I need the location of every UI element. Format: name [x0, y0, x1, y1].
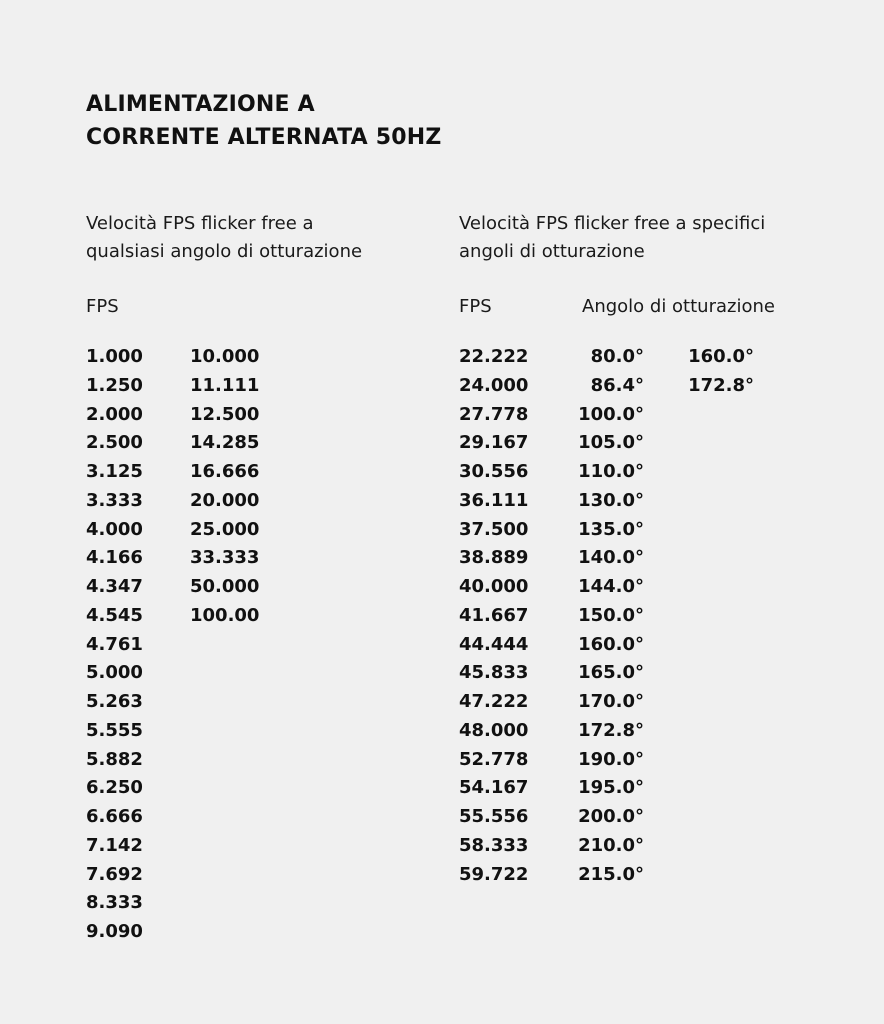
value-cell: 50.000 [190, 576, 260, 597]
value-cell: 172.8° [578, 719, 644, 741]
value-cell: 59.722 [459, 863, 529, 885]
value-cell: 110.0° [578, 461, 644, 482]
left-subtitle-line-2: qualsiasi angolo di otturazione [86, 241, 363, 262]
value-cell: 16.666 [190, 461, 260, 482]
value-cell: 170.0° [578, 691, 644, 712]
left-fps-column-2 [190, 343, 259, 631]
angle-header: Angolo di otturazione [582, 296, 775, 317]
value-cell: 144.0° [578, 576, 644, 597]
value-cell: 200.0° [578, 806, 644, 827]
value-cell: 5.263 [86, 691, 143, 712]
value-cell: 54.167 [459, 777, 529, 799]
value-cell: 3.333 [86, 489, 143, 511]
value-cell: 7.692 [86, 863, 143, 885]
value-cell: 6.666 [86, 806, 143, 827]
right-fps-header: FPS [459, 296, 492, 317]
value-cell: 4.545 [86, 604, 143, 626]
right-subtitle-line-1: Velocità FPS flicker free a specifici [459, 213, 766, 234]
value-cell: 41.667 [459, 604, 529, 626]
value-cell: 45.833 [459, 662, 529, 684]
value-cell: 8.333 [86, 892, 143, 914]
value-cell: 105.0° [578, 432, 644, 454]
value-cell: 1.250 [86, 374, 143, 396]
right-fps-column [459, 343, 528, 889]
left-subtitle-line-1: Velocità FPS flicker free a [86, 213, 314, 234]
value-cell: 38.889 [459, 547, 529, 569]
title-line-2: CORRENTE ALTERNATA 50HZ [86, 125, 442, 150]
value-cell: 210.0° [578, 834, 644, 856]
value-cell: 4.347 [86, 576, 143, 597]
page-title [86, 88, 442, 154]
value-cell: 55.556 [459, 806, 529, 827]
value-cell: 160.0° [578, 633, 644, 655]
value-cell: 20.000 [190, 489, 260, 511]
value-cell: 47.222 [459, 691, 529, 712]
value-cell: 12.500 [190, 403, 260, 425]
value-cell: 150.0° [578, 604, 644, 626]
value-cell: 172.8° [688, 374, 754, 396]
value-cell: 5.555 [86, 719, 143, 741]
value-cell: 130.0° [578, 489, 644, 511]
value-cell: 44.444 [459, 633, 529, 655]
value-cell: 9.090 [86, 921, 143, 942]
value-cell: 24.000 [459, 374, 529, 396]
value-cell: 52.778 [459, 748, 529, 770]
value-cell: 190.0° [578, 748, 644, 770]
value-cell: 80.0° [590, 346, 644, 367]
value-cell: 29.167 [459, 432, 529, 454]
value-cell: 1.000 [86, 346, 143, 367]
value-cell: 160.0° [688, 346, 754, 367]
value-cell: 2.500 [86, 432, 143, 454]
left-subtitle [86, 210, 362, 266]
value-cell: 5.000 [86, 662, 143, 684]
value-cell: 30.556 [459, 461, 529, 482]
value-cell: 195.0° [578, 777, 644, 799]
title-line-1: ALIMENTAZIONE A [86, 92, 315, 117]
value-cell: 11.111 [190, 374, 260, 396]
value-cell: 48.000 [459, 719, 529, 741]
value-cell: 33.333 [190, 547, 260, 569]
value-cell: 135.0° [578, 518, 644, 540]
value-cell: 3.125 [86, 461, 143, 482]
value-cell: 165.0° [578, 662, 644, 684]
value-cell: 40.000 [459, 576, 529, 597]
value-cell: 22.222 [459, 346, 529, 367]
value-cell: 100.0° [578, 403, 644, 425]
value-cell: 100.00 [190, 604, 260, 626]
value-cell: 58.333 [459, 834, 529, 856]
value-cell: 14.285 [190, 432, 260, 454]
value-cell: 6.250 [86, 777, 143, 799]
angle-extra-column [670, 343, 754, 401]
angle-column [560, 343, 644, 889]
value-cell: 36.111 [459, 489, 529, 511]
left-fps-header: FPS [86, 296, 119, 317]
value-cell: 25.000 [190, 518, 260, 540]
value-cell: 140.0° [578, 547, 644, 569]
left-fps-column-1 [86, 343, 143, 947]
value-cell: 7.142 [86, 834, 143, 856]
value-cell: 4.166 [86, 547, 143, 569]
value-cell: 37.500 [459, 518, 529, 540]
value-cell: 2.000 [86, 403, 143, 425]
value-cell: 27.778 [459, 403, 529, 425]
value-cell: 215.0° [578, 863, 644, 885]
value-cell: 4.761 [86, 633, 143, 655]
right-subtitle-line-2: angoli di otturazione [459, 241, 645, 262]
value-cell: 10.000 [190, 346, 260, 367]
value-cell: 5.882 [86, 748, 143, 770]
value-cell: 86.4° [590, 374, 644, 396]
right-subtitle [459, 210, 765, 266]
value-cell: 4.000 [86, 518, 143, 540]
